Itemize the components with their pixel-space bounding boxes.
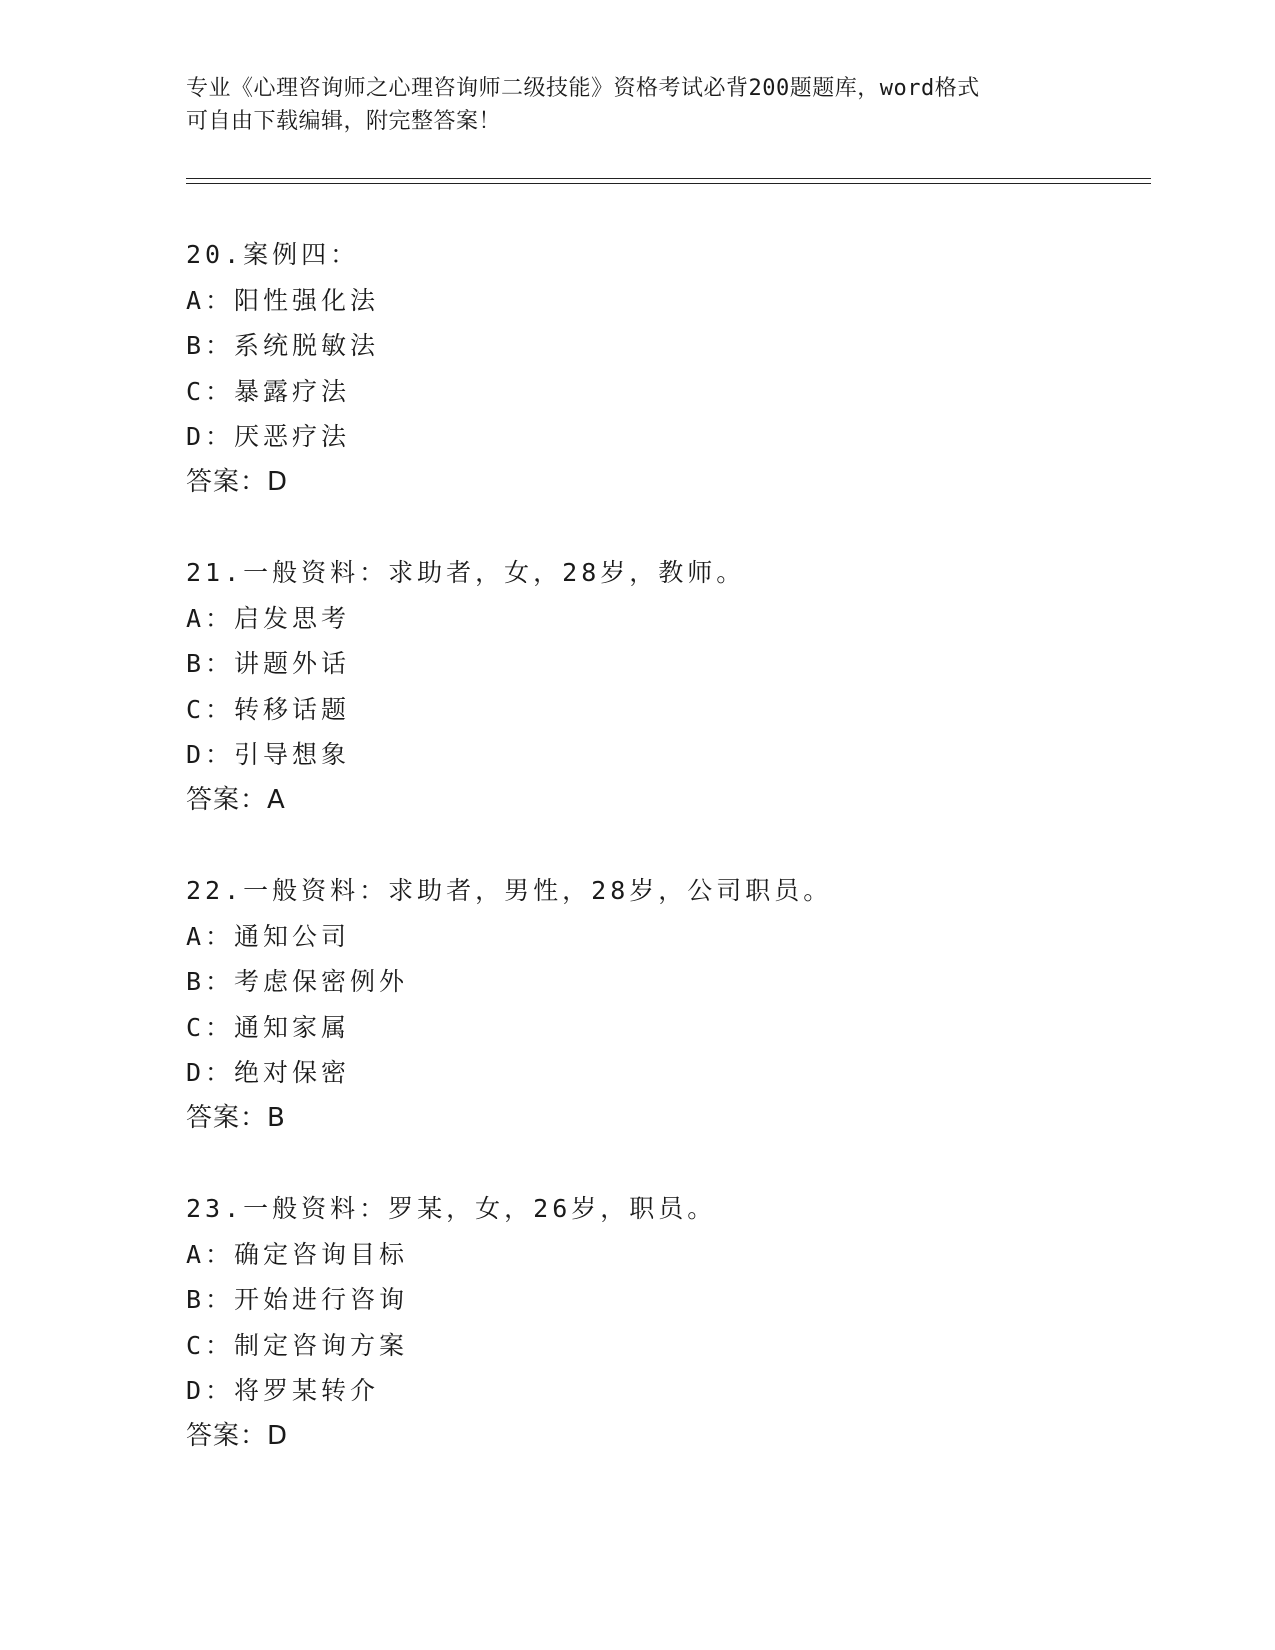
option-a: A：阳性强化法 [186, 285, 380, 315]
question-stem: 23.一般资料：罗某，女，26岁，职员。 [186, 1194, 717, 1223]
question-22 [186, 868, 1146, 1141]
answer: 答案：A [186, 784, 286, 815]
option-b: B：考虑保密例外 [186, 967, 409, 996]
answer: 答案：D [186, 1420, 289, 1451]
question-stem: 20.案例四： [186, 240, 360, 269]
option-c: C：通知家属 [186, 1012, 351, 1042]
option-d: D：将罗某转介 [186, 1376, 380, 1405]
question-stem: 22.一般资料：求助者，男性，28岁，公司职员。 [186, 876, 833, 905]
option-a: A：确定咨询目标 [186, 1239, 409, 1269]
option-c: C：转移话题 [186, 694, 351, 724]
header-divider-top [186, 178, 1151, 179]
option-d: D：绝对保密 [186, 1058, 351, 1087]
option-c: C：暴露疗法 [186, 376, 351, 406]
question-stem: 21.一般资料：求助者，女，28岁，教师。 [186, 558, 746, 587]
question-23 [186, 1186, 1146, 1459]
header-line-1: 专业《心理咨询师之心理咨询师二级技能》资格考试必背200题题库，word格式 [186, 76, 980, 101]
option-b: B：开始进行咨询 [186, 1285, 409, 1314]
option-d: D：厌恶疗法 [186, 422, 351, 451]
document-header [186, 72, 1086, 138]
option-b: B：讲题外话 [186, 649, 351, 678]
option-a: A：启发思考 [186, 603, 351, 633]
answer: 答案：B [186, 1102, 286, 1133]
option-b: B：系统脱敏法 [186, 331, 380, 360]
answer: 答案：D [186, 466, 289, 497]
header-line-2: 可自由下载编辑，附完整答案！ [186, 109, 502, 134]
question-list [186, 232, 1146, 1504]
question-21 [186, 550, 1146, 823]
option-d: D：引导想象 [186, 740, 351, 769]
option-c: C：制定咨询方案 [186, 1330, 409, 1360]
question-20 [186, 232, 1146, 505]
header-divider-bottom [186, 183, 1151, 184]
option-a: A：通知公司 [186, 921, 351, 951]
